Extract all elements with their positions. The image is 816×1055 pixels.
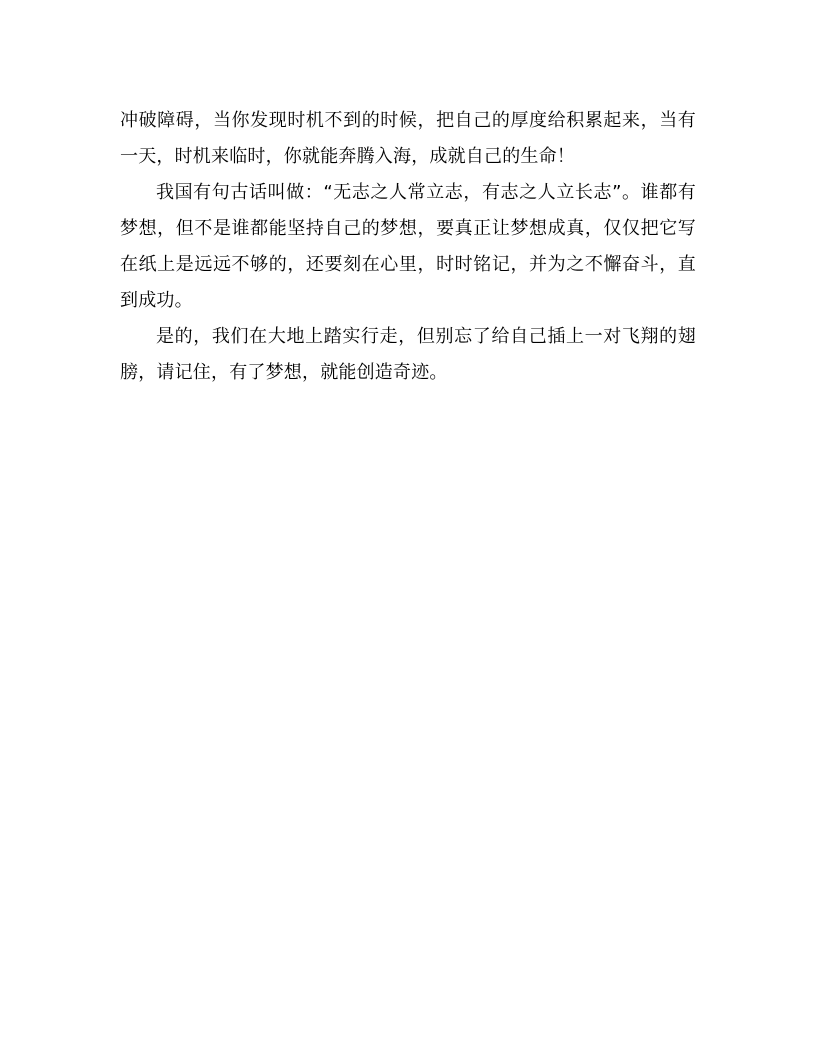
paragraph-continued: 冲破障碍，当你发现时机不到的时候，把自己的厚度给积累起来，当有一天，时机来临时，你就能奔腾入海，成就自己的生命！: [120, 110, 696, 167]
document-body: [120, 103, 696, 391]
paragraph-conclusion: 是的，我们在大地上踏实行走，但别忘了给自己插上一对飞翔的翅膀，请记住，有了梦想，就能创造奇迹。: [120, 326, 696, 383]
paragraph-proverb: 我国有句古话叫做：“无志之人常立志，有志之人立长志”。谁都有梦想，但不是谁都能坚持自己的梦想，要真正让梦想成真，仅仅把它写在纸上是远远不够的，还要刻在心里，时时铭记，并为之不懈奋斗，直到成功。: [120, 182, 696, 311]
